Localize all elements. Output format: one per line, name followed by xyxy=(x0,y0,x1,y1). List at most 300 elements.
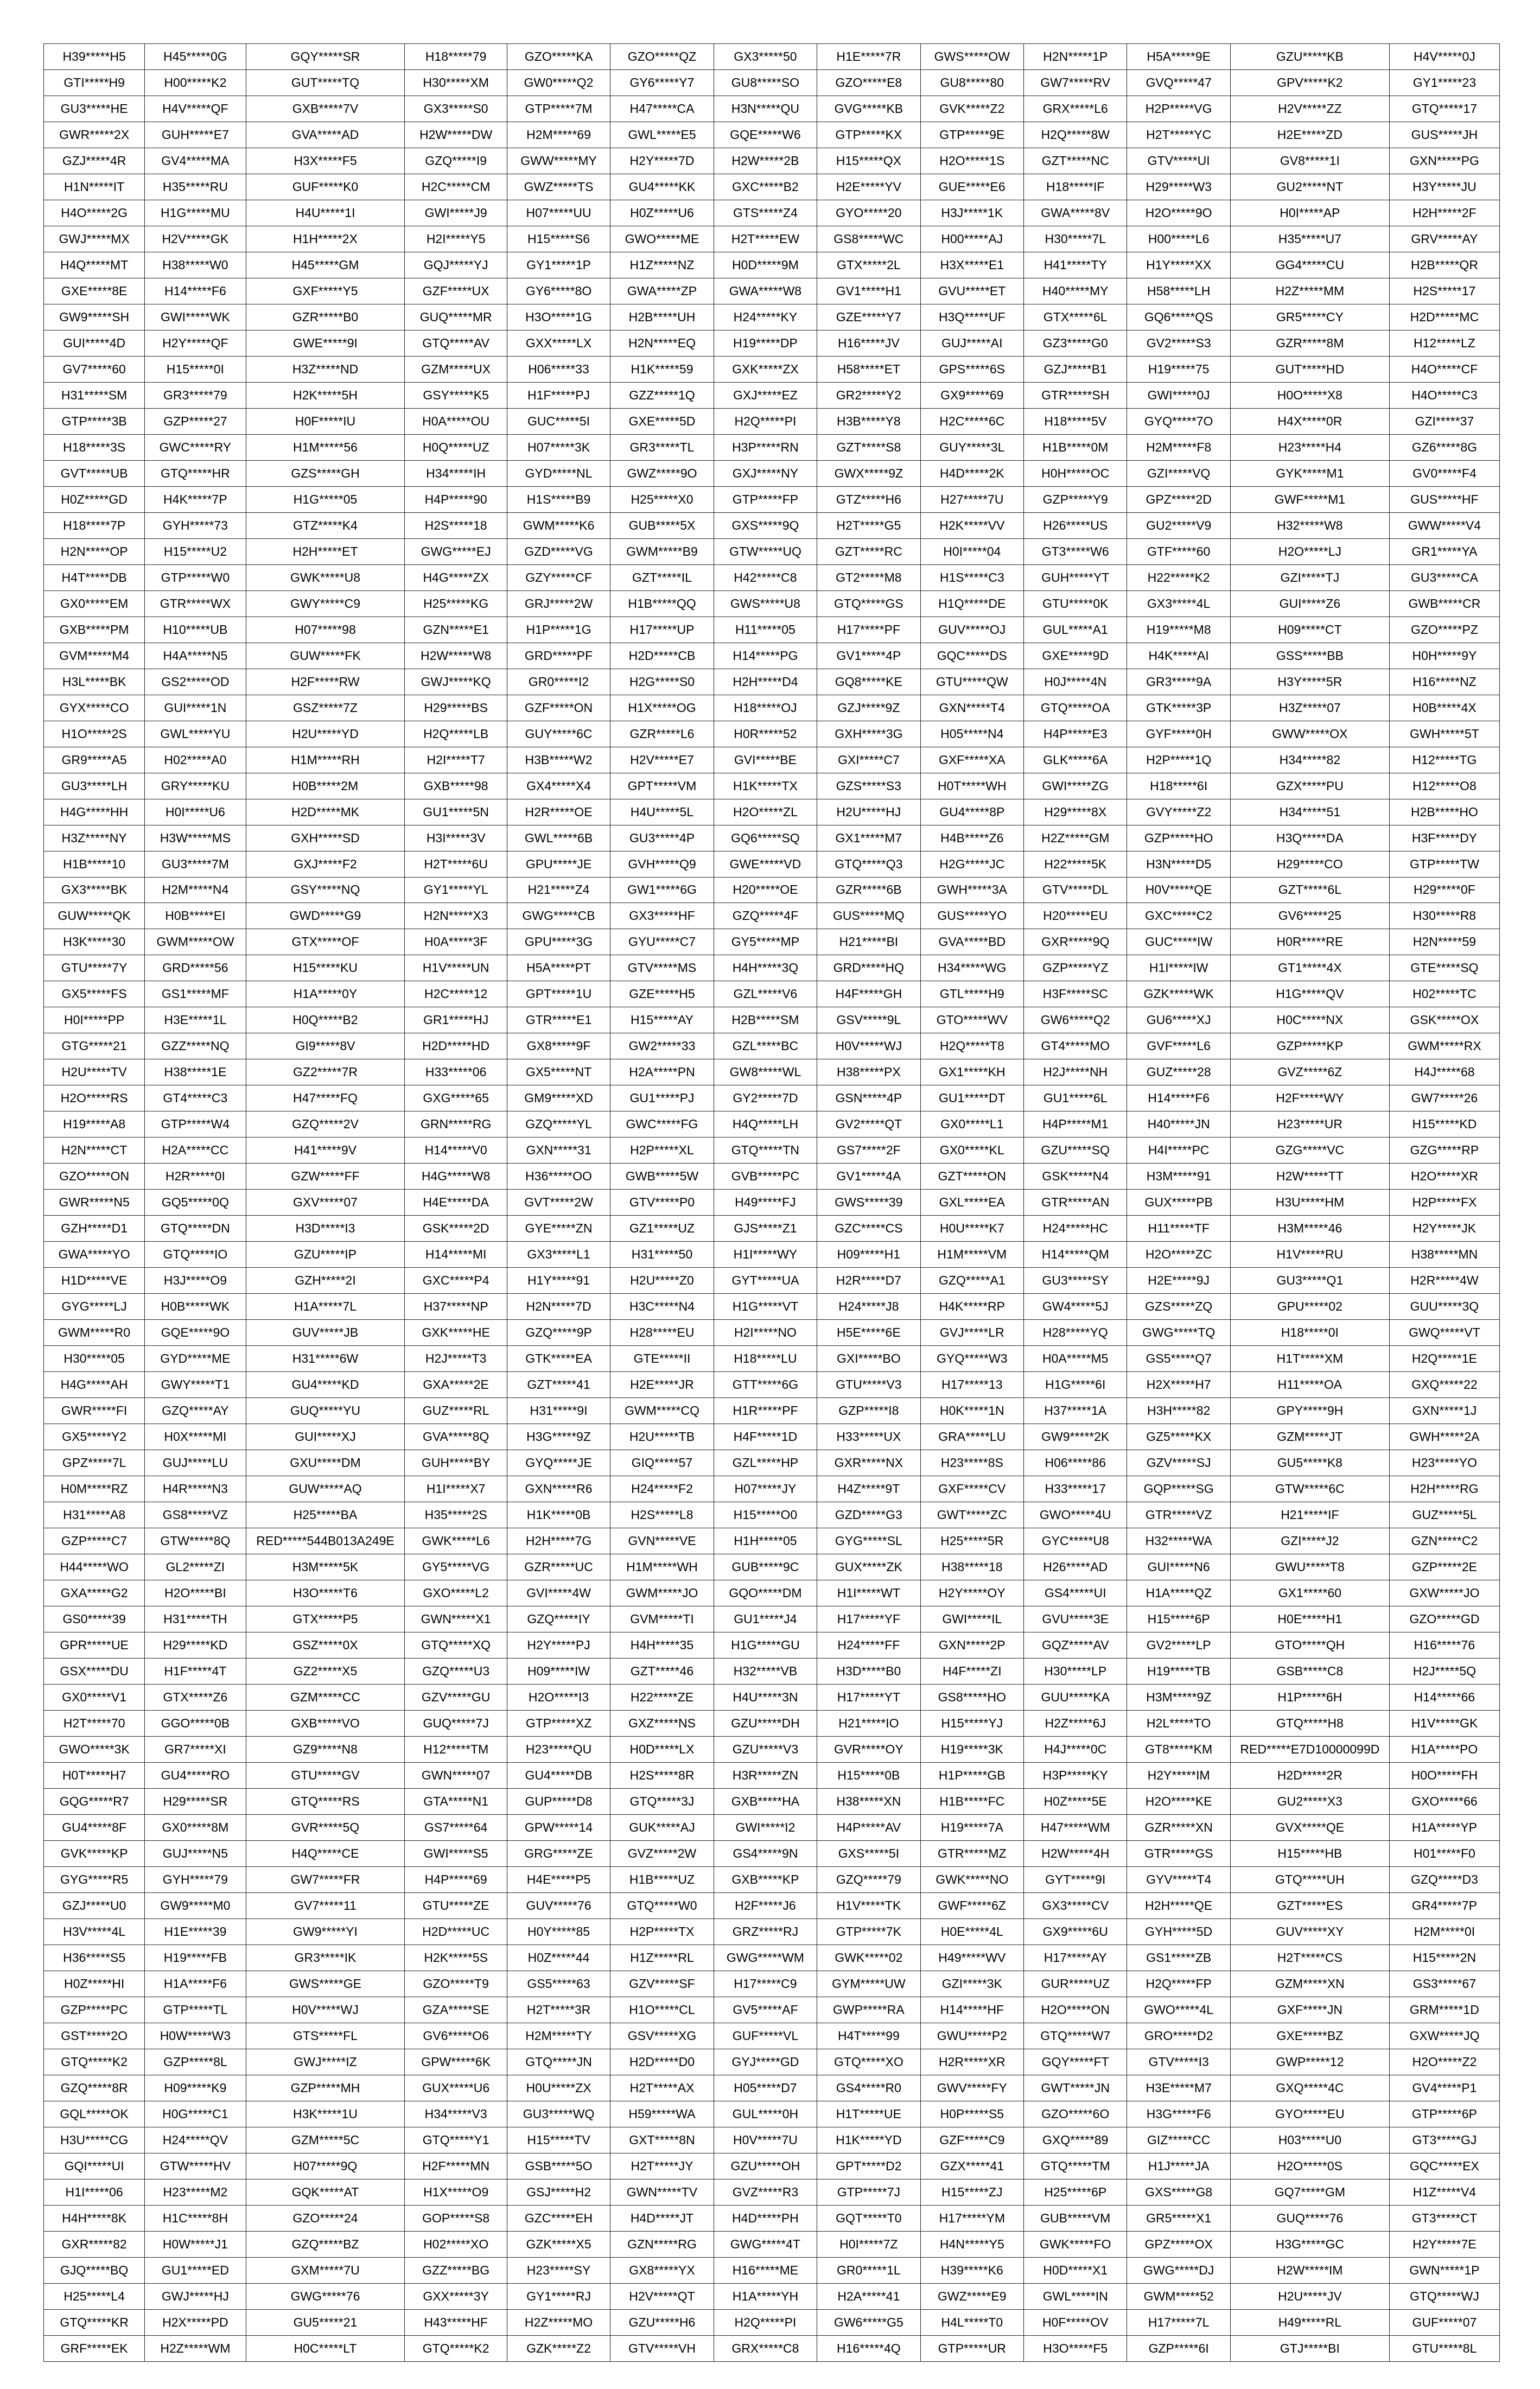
table-cell: H4J*****68 xyxy=(1389,1059,1499,1085)
table-cell: GQO*****DM xyxy=(714,1580,817,1606)
code-table xyxy=(43,43,1500,2362)
table-row xyxy=(44,304,1500,330)
table-cell: GRN*****RG xyxy=(405,1111,507,1138)
table-cell: H3N*****QU xyxy=(714,96,817,122)
table-cell: H1N*****IT xyxy=(44,174,145,200)
table-cell: H2Y*****IM xyxy=(1127,1762,1230,1788)
table-cell: GTP*****TL xyxy=(145,1997,246,2023)
table-cell: H4J*****0C xyxy=(1024,1736,1127,1762)
table-cell: GTV*****I3 xyxy=(1127,2049,1230,2075)
table-cell: GU3*****CA xyxy=(1389,564,1499,590)
table-cell: GZO*****6O xyxy=(1024,2101,1127,2127)
table-cell: GWN*****TV xyxy=(610,2179,714,2205)
table-cell: GZO*****24 xyxy=(246,2205,405,2231)
table-cell: H1B*****QQ xyxy=(610,590,714,617)
table-cell: H1B*****10 xyxy=(44,851,145,877)
table-cell: GIQ*****57 xyxy=(610,1450,714,1476)
table-cell: H3M*****5K xyxy=(246,1554,405,1580)
table-cell: GWM*****R0 xyxy=(44,1320,145,1346)
table-cell: GSS*****BB xyxy=(1230,643,1389,669)
table-cell: GXR*****82 xyxy=(44,2231,145,2257)
table-cell: H00*****L6 xyxy=(1127,226,1230,252)
table-cell: GT8*****KM xyxy=(1127,1736,1230,1762)
table-cell: GPU*****JE xyxy=(507,851,610,877)
table-cell: GUJ*****LU xyxy=(145,1450,246,1476)
table-cell: GVR*****OY xyxy=(817,1736,920,1762)
table-cell: GZN*****E1 xyxy=(405,617,507,643)
table-cell: H4G*****AH xyxy=(44,1372,145,1398)
table-cell: GTK*****EA xyxy=(507,1346,610,1372)
table-cell: H47*****FQ xyxy=(246,1085,405,1111)
table-cell: GSY*****K5 xyxy=(405,382,507,408)
table-cell: H3Z*****ND xyxy=(246,356,405,382)
table-cell: H29*****8X xyxy=(1024,799,1127,825)
table-cell: GXA*****2E xyxy=(405,1372,507,1398)
table-cell: GZD*****G3 xyxy=(817,1502,920,1528)
table-cell: H1H*****2X xyxy=(246,226,405,252)
table-cell: GUS*****MQ xyxy=(817,903,920,929)
table-cell: GUB*****VM xyxy=(1024,2205,1127,2231)
table-cell: GWF*****M1 xyxy=(1230,486,1389,512)
table-cell: H3M*****9Z xyxy=(1127,1685,1230,1711)
table-cell: H12*****TG xyxy=(1389,747,1499,773)
table-cell: GS3*****67 xyxy=(1389,1971,1499,1997)
table-cell: GX1*****KH xyxy=(920,1059,1023,1085)
table-cell: H1O*****CL xyxy=(610,1997,714,2023)
table-cell: H2U*****JV xyxy=(1230,2283,1389,2309)
table-cell: GTP*****XZ xyxy=(507,1711,610,1737)
table-cell: H2R*****XR xyxy=(920,2049,1023,2075)
table-cell: GUK*****AJ xyxy=(610,1814,714,1840)
table-row xyxy=(44,2075,1500,2101)
table-cell: GXJ*****F2 xyxy=(246,851,405,877)
table-cell: GU1*****PJ xyxy=(610,1085,714,1111)
table-cell: H2C*****CM xyxy=(405,174,507,200)
table-cell: GUT*****TQ xyxy=(246,69,405,96)
table-cell: GT4*****MO xyxy=(1024,1033,1127,1059)
table-cell: H5A*****9E xyxy=(1127,44,1230,70)
table-cell: H11*****OA xyxy=(1230,1372,1389,1398)
table-cell: H2S*****17 xyxy=(1389,278,1499,304)
table-cell: GZU*****H6 xyxy=(610,2309,714,2335)
table-cell: H2Y*****PJ xyxy=(507,1632,610,1659)
table-cell: GG4*****CU xyxy=(1230,252,1389,278)
table-cell: GRO*****D2 xyxy=(1127,2023,1230,2049)
table-cell: GX0*****8M xyxy=(145,1814,246,1840)
table-cell: GSK*****N4 xyxy=(1024,1164,1127,1190)
table-cell: GWJ*****KQ xyxy=(405,669,507,695)
table-cell: H34*****82 xyxy=(1230,747,1389,773)
table-cell: GZQ*****U3 xyxy=(405,1659,507,1685)
table-cell: H2D*****D0 xyxy=(610,2049,714,2075)
table-cell: GW9*****SH xyxy=(44,304,145,330)
table-cell: GWH*****5T xyxy=(1389,721,1499,747)
table-cell: H24*****QV xyxy=(145,2127,246,2153)
table-cell: GZY*****CF xyxy=(507,564,610,590)
table-cell: H4B*****Z6 xyxy=(920,825,1023,851)
table-cell: H1A*****F6 xyxy=(145,1971,246,1997)
table-cell: H15*****S6 xyxy=(507,226,610,252)
table-cell: GTQ*****HR xyxy=(145,460,246,486)
table-cell: GS0*****39 xyxy=(44,1606,145,1632)
table-cell: H40*****JN xyxy=(1127,1111,1230,1138)
table-cell: GX0*****V1 xyxy=(44,1685,145,1711)
table-cell: GX3*****HF xyxy=(610,903,714,929)
table-cell: GWO*****3K xyxy=(44,1736,145,1762)
table-cell: H14*****F6 xyxy=(145,278,246,304)
table-cell: H33*****UX xyxy=(817,1424,920,1450)
table-cell: GPV*****K2 xyxy=(1230,69,1389,96)
table-cell: GXO*****L2 xyxy=(405,1580,507,1606)
table-cell: GVF*****L6 xyxy=(1127,1033,1230,1059)
table-cell: GWN*****X1 xyxy=(405,1606,507,1632)
table-cell: H1T*****XM xyxy=(1230,1346,1389,1372)
table-cell: GTU*****QW xyxy=(920,669,1023,695)
table-cell: GQK*****AT xyxy=(246,2179,405,2205)
table-cell: H2E*****9J xyxy=(1127,1268,1230,1294)
table-cell: GY6*****Y7 xyxy=(610,69,714,96)
table-cell: H2B*****HO xyxy=(1389,799,1499,825)
table-cell: GVM*****M4 xyxy=(44,643,145,669)
table-cell: GSK*****OX xyxy=(1389,1007,1499,1033)
table-cell: GWK*****NO xyxy=(920,1866,1023,1892)
table-cell: H2D*****MC xyxy=(1389,304,1499,330)
table-cell: GZT*****41 xyxy=(507,1372,610,1398)
table-cell: H19*****A8 xyxy=(44,1111,145,1138)
table-cell: H17*****PF xyxy=(817,617,920,643)
table-cell: H2F*****RW xyxy=(246,669,405,695)
table-cell: H2M*****F8 xyxy=(1127,434,1230,460)
table-cell: GYQ*****7O xyxy=(1127,408,1230,434)
table-row xyxy=(44,1659,1500,1685)
table-row xyxy=(44,200,1500,226)
table-cell: H2D*****CB xyxy=(610,643,714,669)
table-cell: H2T*****70 xyxy=(44,1711,145,1737)
table-cell: GTV*****MS xyxy=(610,955,714,981)
table-cell: H0P*****S5 xyxy=(920,2101,1023,2127)
table-cell: GTU*****V3 xyxy=(817,1372,920,1398)
table-cell: H15*****YJ xyxy=(920,1711,1023,1737)
table-cell: H2O*****ZL xyxy=(714,799,817,825)
table-cell: GW9*****M0 xyxy=(145,1892,246,1918)
table-cell: GZO*****GD xyxy=(1389,1606,1499,1632)
table-cell: GZO*****KA xyxy=(507,44,610,70)
table-row xyxy=(44,1814,1500,1840)
table-cell: H0B*****EI xyxy=(145,903,246,929)
table-cell: GXT*****8N xyxy=(610,2127,714,2153)
table-cell: GXI*****C7 xyxy=(817,747,920,773)
table-cell: H2Y*****JK xyxy=(1389,1216,1499,1242)
table-cell: GWT*****JN xyxy=(1024,2075,1127,2101)
table-cell: H0R*****52 xyxy=(714,721,817,747)
table-cell: GS8*****VZ xyxy=(145,1502,246,1528)
table-cell: GU3*****SY xyxy=(1024,1268,1127,1294)
table-cell: GTR*****MZ xyxy=(920,1840,1023,1866)
table-cell: H4D*****2K xyxy=(920,460,1023,486)
table-cell: GZM*****XN xyxy=(1230,1971,1389,1997)
table-row xyxy=(44,382,1500,408)
table-cell: H3V*****4L xyxy=(44,1918,145,1945)
table-cell: H2X*****H7 xyxy=(1127,1372,1230,1398)
table-cell: H0H*****OC xyxy=(1024,460,1127,486)
table-cell: GTX*****Z6 xyxy=(145,1685,246,1711)
code-grid xyxy=(43,43,1500,2362)
table-cell: GL2*****ZI xyxy=(145,1554,246,1580)
table-cell: GXS*****G8 xyxy=(1127,2179,1230,2205)
table-cell: GUZ*****RL xyxy=(405,1398,507,1424)
table-row xyxy=(44,1007,1500,1033)
table-cell: GTQ*****AV xyxy=(405,330,507,356)
table-cell: H2Q*****1E xyxy=(1389,1346,1499,1372)
table-cell: GWW*****MY xyxy=(507,148,610,174)
table-cell: H2V*****ZZ xyxy=(1230,96,1389,122)
table-cell: H4Q*****MT xyxy=(44,252,145,278)
table-cell: H09*****IW xyxy=(507,1659,610,1685)
table-cell: H4D*****JT xyxy=(610,2205,714,2231)
table-cell: GTP*****7M xyxy=(507,96,610,122)
table-cell: H2O*****ON xyxy=(1024,1997,1127,2023)
table-cell: H21*****IF xyxy=(1230,1502,1389,1528)
table-cell: GZR*****UC xyxy=(507,1554,610,1580)
table-cell: GV8*****1I xyxy=(1230,148,1389,174)
table-cell: GV6*****25 xyxy=(1230,903,1389,929)
table-cell: GWU*****P2 xyxy=(920,2023,1023,2049)
table-cell: GXC*****B2 xyxy=(714,174,817,200)
table-cell: H4V*****0J xyxy=(1389,44,1499,70)
table-cell: H2O*****BI xyxy=(145,1580,246,1606)
table-cell: H2G*****S0 xyxy=(610,669,714,695)
table-cell: H0F*****IU xyxy=(246,408,405,434)
table-cell: H1T*****UE xyxy=(817,2101,920,2127)
table-cell: GTU*****ZE xyxy=(405,1892,507,1918)
table-cell: H4Q*****CE xyxy=(246,1840,405,1866)
table-cell: GZQ*****A1 xyxy=(920,1268,1023,1294)
table-cell: GYG*****R5 xyxy=(44,1866,145,1892)
table-cell: GZL*****BC xyxy=(714,1033,817,1059)
table-cell: H1X*****O9 xyxy=(405,2179,507,2205)
table-cell: H4U*****5L xyxy=(610,799,714,825)
table-cell: GZL*****HP xyxy=(714,1450,817,1476)
table-cell: H1I*****WY xyxy=(714,1242,817,1268)
table-cell: H18*****0I xyxy=(1230,1320,1389,1346)
table-cell: H4P*****AV xyxy=(817,1814,920,1840)
table-cell: H2F*****MN xyxy=(405,2153,507,2179)
table-cell: GVG*****KB xyxy=(817,96,920,122)
table-cell: GWG*****WM xyxy=(714,1945,817,1971)
table-cell: H0X*****MI xyxy=(145,1424,246,1450)
table-cell: GZP*****MH xyxy=(246,2075,405,2101)
table-row xyxy=(44,721,1500,747)
table-row xyxy=(44,1866,1500,1892)
table-cell: H1R*****PF xyxy=(714,1398,817,1424)
table-cell: H34*****V3 xyxy=(405,2101,507,2127)
table-cell: GWG*****76 xyxy=(246,2283,405,2309)
table-cell: H1A*****QZ xyxy=(1127,1580,1230,1606)
table-cell: GQ6*****QS xyxy=(1127,304,1230,330)
table-cell: GXF*****CV xyxy=(920,1476,1023,1502)
table-cell: H24*****KY xyxy=(714,304,817,330)
table-row xyxy=(44,1762,1500,1788)
table-row xyxy=(44,278,1500,304)
table-cell: H1G*****QV xyxy=(1230,981,1389,1007)
table-cell: GWK*****02 xyxy=(817,1945,920,1971)
table-row xyxy=(44,96,1500,122)
table-cell: GZP*****HO xyxy=(1127,825,1230,851)
table-cell: H2T*****6U xyxy=(405,851,507,877)
table-cell: H1E*****7R xyxy=(817,44,920,70)
table-cell: GVK*****KP xyxy=(44,1840,145,1866)
table-cell: H20*****OE xyxy=(714,877,817,903)
table-cell: GS4*****9N xyxy=(714,1840,817,1866)
table-cell: GTV*****UI xyxy=(1127,148,1230,174)
table-cell: GXZ*****NS xyxy=(610,1711,714,1737)
table-cell: H4Q*****LH xyxy=(714,1111,817,1138)
table-cell: H38*****18 xyxy=(920,1554,1023,1580)
table-cell: GXW*****JO xyxy=(1389,1580,1499,1606)
table-row xyxy=(44,2335,1500,2361)
table-cell: GQG*****R7 xyxy=(44,1788,145,1814)
table-cell: H22*****5K xyxy=(1024,851,1127,877)
table-cell: GZW*****FF xyxy=(246,1164,405,1190)
table-cell: GWK*****FO xyxy=(1024,2231,1127,2257)
table-cell: H2Q*****PI xyxy=(714,2309,817,2335)
table-cell: H5E*****6E xyxy=(817,1320,920,1346)
table-cell: GWG*****EJ xyxy=(405,538,507,564)
table-cell: GWJ*****HJ xyxy=(145,2283,246,2309)
table-cell: GU5*****21 xyxy=(246,2309,405,2335)
table-cell: H3Y*****5R xyxy=(1230,669,1389,695)
table-row xyxy=(44,1424,1500,1450)
table-cell: H0C*****NX xyxy=(1230,1007,1389,1033)
table-cell: H2I*****Y5 xyxy=(405,226,507,252)
table-row xyxy=(44,69,1500,96)
table-cell: H22*****K2 xyxy=(1127,564,1230,590)
table-cell: GTP*****3B xyxy=(44,408,145,434)
table-cell: GVJ*****LR xyxy=(920,1320,1023,1346)
table-cell: GWO*****4L xyxy=(1127,1997,1230,2023)
table-cell: H1C*****8H xyxy=(145,2205,246,2231)
table-cell: GTZ*****K4 xyxy=(246,512,405,538)
table-cell: H31*****SM xyxy=(44,382,145,408)
table-cell: GZQ*****9P xyxy=(507,1320,610,1346)
table-cell: H1K*****59 xyxy=(610,356,714,382)
table-cell: H2Q*****LB xyxy=(405,721,507,747)
table-cell: GZQ*****YL xyxy=(507,1111,610,1138)
table-cell: GX3*****L1 xyxy=(507,1242,610,1268)
table-cell: H2U*****TB xyxy=(610,1424,714,1450)
table-cell: H31*****9I xyxy=(507,1398,610,1424)
table-cell: GSB*****5O xyxy=(507,2153,610,2179)
table-cell: H34*****51 xyxy=(1230,799,1389,825)
table-cell: H1E*****39 xyxy=(145,1918,246,1945)
table-cell: GWH*****3A xyxy=(920,877,1023,903)
table-cell: H17*****C9 xyxy=(714,1971,817,1997)
table-cell: GZZ*****1Q xyxy=(610,382,714,408)
table-cell: GVK*****Z2 xyxy=(920,96,1023,122)
table-cell: H12*****TM xyxy=(405,1736,507,1762)
table-cell: GZO*****ON xyxy=(44,1164,145,1190)
table-cell: GUS*****JH xyxy=(1389,122,1499,148)
table-cell: GU3*****Q1 xyxy=(1230,1268,1389,1294)
table-cell: GW0*****Q2 xyxy=(507,69,610,96)
table-cell: GX1*****M7 xyxy=(817,825,920,851)
table-cell: GRY*****KU xyxy=(145,773,246,799)
table-cell: GX3*****S0 xyxy=(405,96,507,122)
table-cell: H4E*****P5 xyxy=(507,1866,610,1892)
table-cell: H5A*****PT xyxy=(507,955,610,981)
table-cell: H1X*****OG xyxy=(610,695,714,721)
table-cell: GZG*****VC xyxy=(1230,1138,1389,1164)
table-cell: GUQ*****76 xyxy=(1230,2205,1389,2231)
table-cell: GTP*****UR xyxy=(920,2335,1023,2361)
table-cell: H1K*****0B xyxy=(507,1502,610,1528)
table-cell: GZP*****6I xyxy=(1127,2335,1230,2361)
table-cell: GTS*****Z4 xyxy=(714,200,817,226)
table-cell: H2U*****HJ xyxy=(817,799,920,825)
table-cell: H2C*****6C xyxy=(920,408,1023,434)
table-row xyxy=(44,1450,1500,1476)
table-cell: H25*****X0 xyxy=(610,486,714,512)
table-cell: H2Y*****QF xyxy=(145,330,246,356)
table-cell: H2Q*****8W xyxy=(1024,122,1127,148)
table-cell: GU1*****6L xyxy=(1024,1085,1127,1111)
table-cell: GSX*****DU xyxy=(44,1659,145,1685)
table-cell: H2R*****OE xyxy=(507,799,610,825)
table-row xyxy=(44,1997,1500,2023)
table-cell: GTE*****SQ xyxy=(1389,955,1499,981)
table-row xyxy=(44,564,1500,590)
table-cell: GUX*****U6 xyxy=(405,2075,507,2101)
table-cell: GSK*****2D xyxy=(405,1216,507,1242)
table-cell: H2H*****ET xyxy=(246,538,405,564)
table-cell: H26*****US xyxy=(1024,512,1127,538)
table-cell: GVZ*****2W xyxy=(610,1840,714,1866)
table-cell: GRD*****PF xyxy=(507,643,610,669)
table-row xyxy=(44,1085,1500,1111)
table-cell: H06*****86 xyxy=(1024,1450,1127,1476)
table-cell: GUL*****A1 xyxy=(1024,617,1127,643)
table-cell: H4H*****3Q xyxy=(714,955,817,981)
table-cell: H2S*****18 xyxy=(405,512,507,538)
table-cell: GWA*****W8 xyxy=(714,278,817,304)
table-cell: H42*****C8 xyxy=(714,564,817,590)
table-cell: H2O*****1S xyxy=(920,148,1023,174)
table-cell: H23*****8S xyxy=(920,1450,1023,1476)
table-cell: H0D*****LX xyxy=(610,1736,714,1762)
table-cell: GZN*****RG xyxy=(610,2231,714,2257)
table-cell: GX0*****EM xyxy=(44,590,145,617)
table-cell: H2H*****7G xyxy=(507,1528,610,1554)
table-cell: GTV*****P0 xyxy=(610,1190,714,1216)
table-cell: GZT*****RC xyxy=(817,538,920,564)
table-cell: H38*****W0 xyxy=(145,252,246,278)
table-cell: H23*****UR xyxy=(1230,1111,1389,1138)
table-cell: GVA*****8Q xyxy=(405,1424,507,1450)
table-cell: GXB*****7V xyxy=(246,96,405,122)
table-row xyxy=(44,252,1500,278)
table-cell: H4T*****99 xyxy=(817,2023,920,2049)
table-cell: H1H*****05 xyxy=(714,1528,817,1554)
table-cell: H19*****3K xyxy=(920,1736,1023,1762)
table-cell: GR2*****Y2 xyxy=(817,382,920,408)
table-cell: H23*****SY xyxy=(507,2257,610,2283)
table-cell: GX5*****NT xyxy=(507,1059,610,1085)
table-cell: H2M*****0I xyxy=(1389,1918,1499,1945)
table-cell: H21*****Z4 xyxy=(507,877,610,903)
table-cell: H4U*****3N xyxy=(714,1685,817,1711)
table-cell: GWA*****ZP xyxy=(610,278,714,304)
table-cell: GUC*****IW xyxy=(1127,929,1230,955)
